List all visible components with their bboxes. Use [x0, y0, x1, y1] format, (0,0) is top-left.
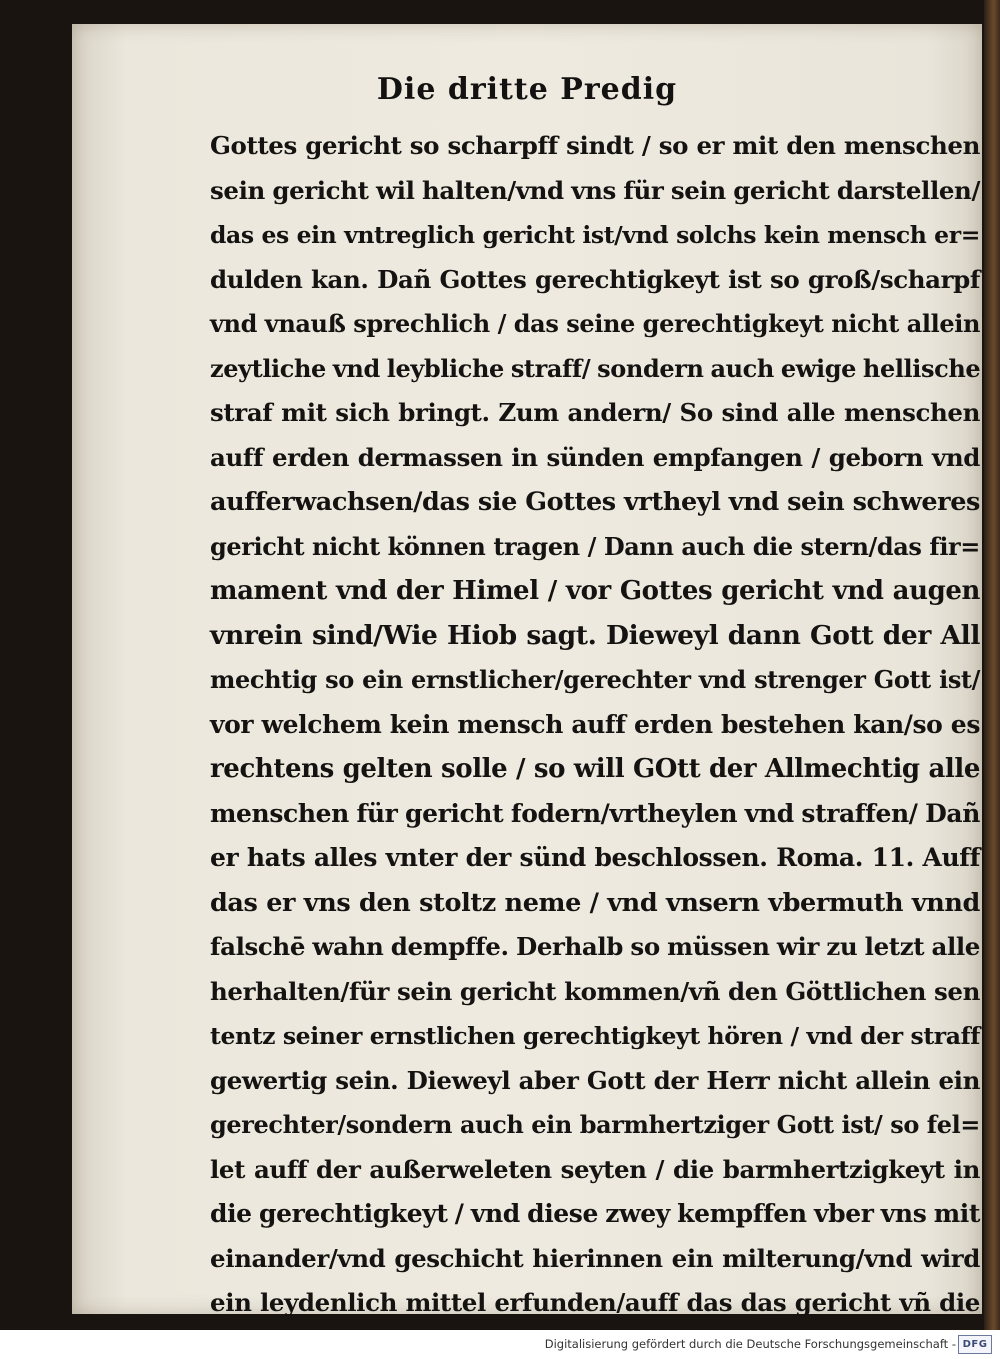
- text-line: Gottes gericht so scharpff sindt / so er mit den menschen: [210, 131, 980, 160]
- text-line: gericht nicht können tragen / Dann auch die stern/das fir=: [210, 531, 980, 561]
- text-line: rechtens gelten solle / so will GOtt der Allmechtig alle: [210, 754, 980, 784]
- text-line: das es ein vntreglich gericht ist/vnd solchs kein mensch er=: [210, 221, 980, 249]
- text-line: das er vns den stoltz neme / vnd vnsern vbermuth vnnd: [210, 887, 980, 918]
- book-edge: [984, 0, 1000, 1330]
- text-line: let auff der außerweleten seyten / die barmhertzigkeyt in: [210, 1154, 980, 1184]
- text-line: gerechter/sondern auch ein barmhertziger Gott ist/ so fel=: [210, 1110, 980, 1139]
- text-line: menschen für gericht fodern/vrtheylen vnd straffen/ Dañ: [210, 798, 980, 828]
- text-line: tentz seiner ernstlichen gerechtigkeyt hören / vnd der straff: [210, 1022, 980, 1050]
- text-line: ein leydenlich mittel erfunden/auff das das gericht vñ die: [210, 1288, 980, 1317]
- text-line: er hats alles vnter der sünd beschlossen. Roma. 11. Auff: [210, 843, 980, 872]
- text-line: einander/vnd geschicht hierinnen ein milterung/vnd wird: [210, 1243, 980, 1273]
- text-line: dulden kan. Dañ Gottes gerechtigkeyt ist so groß/scharpf: [210, 264, 980, 294]
- text-line: vor welchem kein mensch auff erden bestehen kan/so es: [210, 709, 980, 739]
- text-line: vnrein sind/Wie Hiob sagt. Dieweyl dann Gott der All: [210, 619, 980, 651]
- text-line: mament vnd der Himel / vor Gottes gericht vnd augen: [210, 576, 980, 606]
- text-line: straf mit sich bringt. Zum andern/ So sind alle menschen: [210, 398, 980, 427]
- text-line: die gerechtigkeyt / vnd diese zwey kempffen vber vns mit: [210, 1199, 980, 1228]
- text-line: gewertig sein. Dieweyl aber Gott der Herr nicht allein ein: [210, 1065, 980, 1095]
- document-page: [72, 24, 982, 1317]
- footer-bar: [0, 1330, 1000, 1359]
- text-line: zeytliche vnd leybliche straff/ sondern auch ewige hellische: [210, 353, 981, 383]
- text-block: [210, 124, 980, 1330]
- funding-notice: Digitalisierung gefördert durch die Deutsche Forschungsgemeinschaft -: [544, 1337, 956, 1351]
- text-line: falschē wahn dempffe. Derhalb so müssen wir zu letzt alle: [210, 932, 980, 961]
- text-line: aufferwachsen/das sie Gottes vrtheyl vnd sein schweres: [210, 487, 980, 517]
- text-line: auff erden dermassen in sünden empfangen / geborn vnd: [210, 442, 980, 472]
- text-line: vnd vnauß sprechlich / das seine gerechtigkeyt nicht allein: [210, 309, 980, 338]
- dfg-logo-icon: DFG: [958, 1335, 992, 1354]
- text-line: herhalten/für sein gericht kommen/vñ den Göttlichen sen: [210, 976, 980, 1006]
- running-head: Die dritte Predig: [376, 72, 678, 107]
- text-line: mechtig so ein ernstlicher/gerechter vnd strenger Gott ist/: [210, 665, 980, 694]
- text-line: sein gericht wil halten/vnd vns für sein gericht darstellen/: [210, 175, 980, 205]
